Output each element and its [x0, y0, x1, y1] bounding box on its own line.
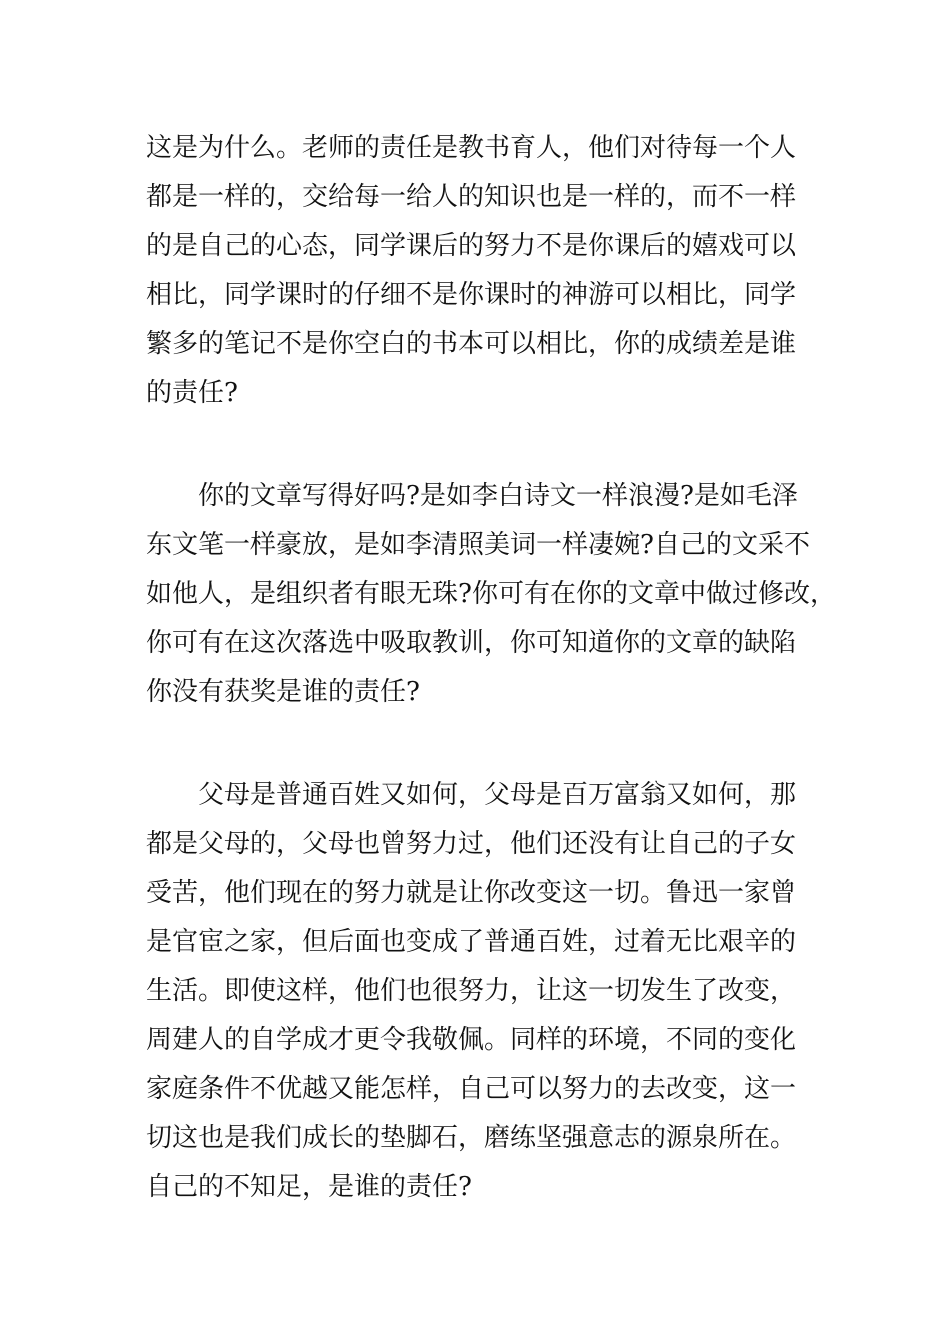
paragraph-line: 是官宦之家，但后面也变成了普通百姓，过着无比艰辛的 — [146, 927, 797, 957]
paragraph-line: 你没有获奖是谁的责任? — [146, 677, 420, 707]
paragraph-3 — [146, 771, 826, 1212]
paragraph-line: 自己的不知足，是谁的责任? — [146, 1172, 472, 1202]
paragraph-line: 如他人，是组织者有眼无珠?你可有在你的文章中做过修改， — [146, 579, 836, 609]
paragraph-line: 都是父母的，父母也曾努力过，他们还没有让自己的子女 — [146, 829, 797, 859]
paragraph-1 — [146, 124, 826, 418]
paragraph-line: 相比，同学课时的仔细不是你课时的神游可以相比，同学 — [146, 280, 797, 310]
paragraph-line: 父母是普通百姓又如何，父母是百万富翁又如何，那 — [146, 780, 797, 810]
paragraph-line: 这是为什么。老师的责任是教书育人，他们对待每一个人 — [146, 133, 797, 163]
paragraph-line: 周建人的自学成才更令我敬佩。同样的环境，不同的变化 — [146, 1025, 797, 1055]
paragraph-line: 家庭条件不优越又能怎样，自己可以努力的去改变，这一 — [146, 1074, 797, 1104]
paragraph-line: 受苦，他们现在的努力就是让你改变这一切。鲁迅一家曾 — [146, 878, 797, 908]
paragraph-line: 你可有在这次落选中吸取教训，你可知道你的文章的缺陷 — [146, 628, 797, 658]
paragraph-2 — [146, 472, 836, 717]
paragraph-line: 繁多的笔记不是你空白的书本可以相比，你的成绩差是谁 — [146, 329, 797, 359]
paragraph-line: 东文笔一样豪放，是如李清照美词一样凄婉?自己的文采不 — [146, 530, 810, 560]
paragraph-line: 你的文章写得好吗?是如李白诗文一样浪漫?是如毛泽 — [146, 481, 798, 511]
paragraph-line: 的是自己的心态，同学课后的努力不是你课后的嬉戏可以 — [146, 231, 797, 261]
paragraph-line: 切这也是我们成长的垫脚石，磨练坚强意志的源泉所在。 — [146, 1123, 797, 1153]
paragraph-line: 都是一样的，交给每一给人的知识也是一样的，而不一样 — [146, 182, 797, 212]
paragraph-line: 生活。即使这样，他们也很努力，让这一切发生了改变， — [146, 976, 797, 1006]
paragraph-line: 的责任? — [146, 378, 238, 408]
